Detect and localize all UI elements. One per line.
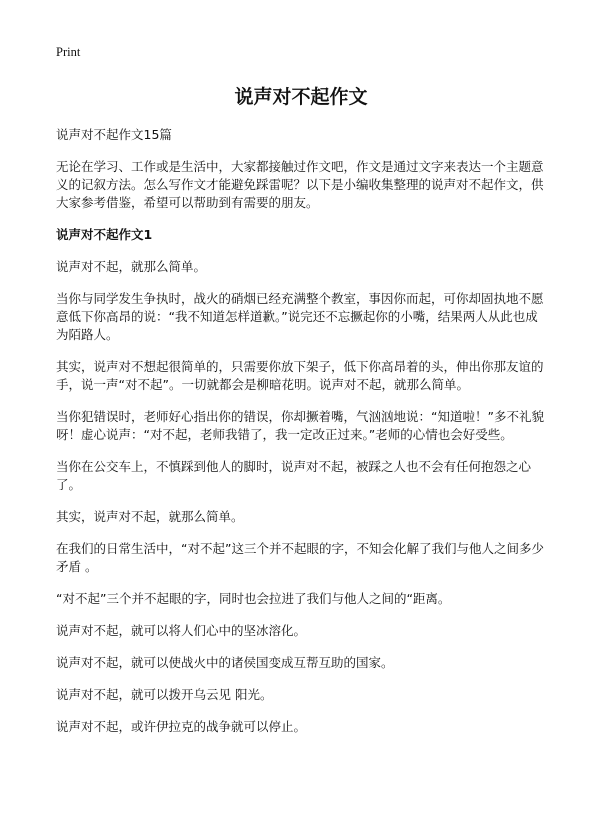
essay-paragraph: 其实，说声对不起，就那么简单。: [56, 509, 244, 524]
essay-paragraph: 当你与同学发生争执时，战火的硝烟已经充满整个教室，事因你而起，可你却固执地不愿意低下你高昂的说：“我不知道怎样道歉。”说完还不忘撅起你的小嘴，结果两人从此也成为陌路人。: [56, 291, 544, 342]
print-link[interactable]: Print: [56, 45, 81, 59]
essay-paragraph: 当你犯错误时，老师好心指出你的错误，你却撅着嘴，气汹汹地说：“知道啦！”多不礼貌呀！虚心说声：“对不起，老师我错了，我一定改正过来。”老师的心情也会好受些。: [56, 409, 544, 442]
essay-paragraph: 当你在公交车上，不慎踩到他人的脚时，说声对不起，被踩之人也不会有任何抱怨之心了。: [56, 459, 532, 492]
essay-paragraph: 说声对不起，就可以拨开乌云见 阳光。: [56, 687, 273, 702]
essay-paragraph: 在我们的日常生活中，“对不起”这三个并不起眼的字，不知会化解了我们与他人之间多少矛盾 。: [56, 541, 544, 574]
essay-paragraph: 说声对不起，就可以使战火中的诸侯国变成互帮互助的国家。: [56, 655, 394, 670]
essay-paragraph: 说声对不起，就可以将人们心中的坚冰溶化。: [56, 623, 307, 638]
document-title: 说声对不起作文: [234, 86, 368, 108]
section-heading: 说声对不起作文1: [56, 227, 153, 242]
essay-paragraph: “对不起”三个并不起眼的字，同时也会拉进了我们与他人之间的“距离。: [56, 591, 451, 606]
intro-paragraph: 无论在学习、工作或是生活中，大家都接触过作文吧，作文是通过文字来表达一个主题意义的记叙方法。怎么写作文才能避免踩雷呢？以下是小编收集整理的说声对不起作文，供大家参考借鉴，希望可以帮助到有需要的朋友。: [56, 159, 544, 210]
essay-body: [56, 258, 546, 736]
document-subtitle: 说声对不起作文15篇: [56, 127, 172, 142]
essay-paragraph: 说声对不起，就那么简单。: [56, 259, 207, 274]
essay-paragraph: 其实，说声对不想起很简单的，只需要你放下架子，低下你高昂着的头，伸出你那友谊的手，说一声“对不起”。一切就都会是柳暗花明。说声对不起，就那么简单。: [56, 359, 544, 392]
essay-paragraph: 说声对不起，或许伊拉克的战争就可以停止。: [56, 719, 307, 734]
